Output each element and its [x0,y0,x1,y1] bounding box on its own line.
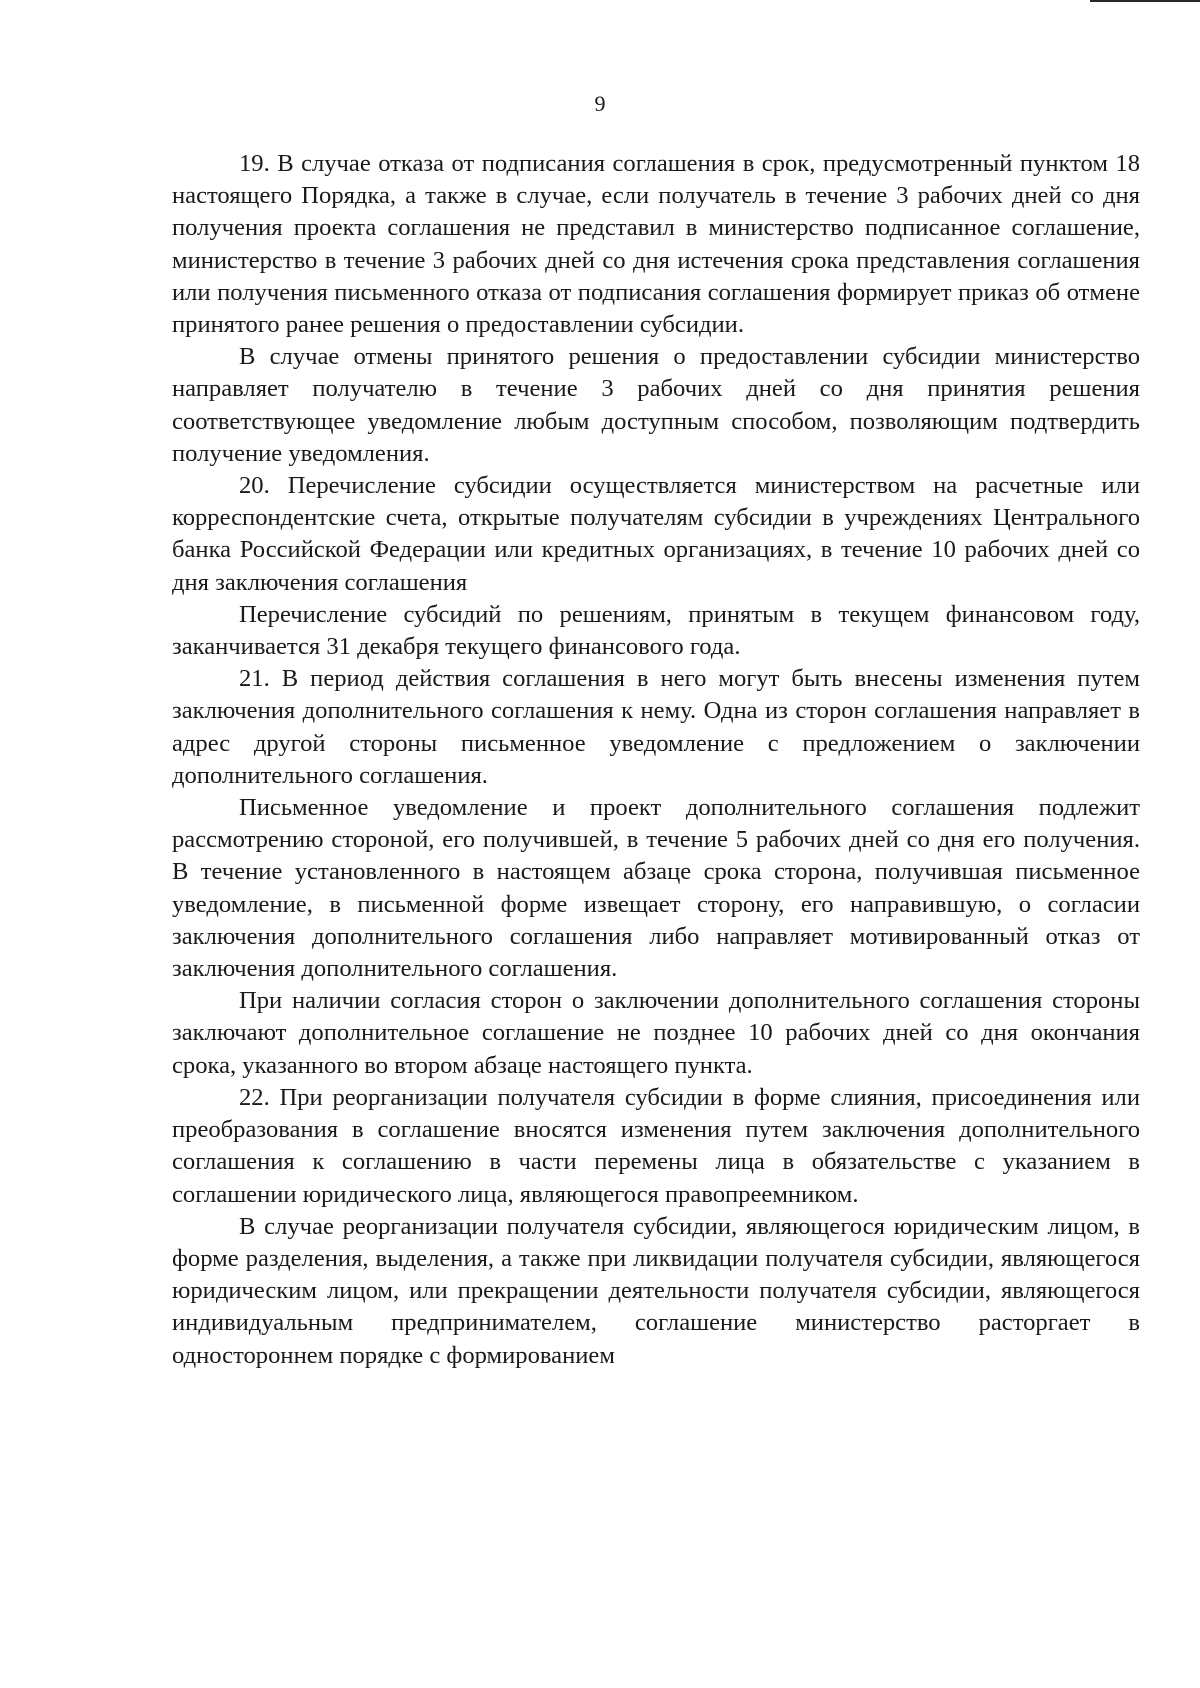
paragraph-21-review: Письменное уведомление и проект дополнительного соглашения подлежит рассмотрению стороной, его получившей, в течение 5 рабочих дней со дня его получения. В течение установленного в настоящем абзаце срока сторона, получившая письменное уведомление, в письменной форме извещает сторону, его направившую, о согласии заключения дополнительного соглашения либо направляет мотивированный отказ от заключения дополнительного соглашения. [172,794,1140,983]
paragraph-21: 21. В период действия соглашения в него могут быть внесены изменения путем заключения дополнительного соглашения к нему. Одна из сторон соглашения направляет в адрес другой стороны письменное уведомление с предложением о заключении дополнительного соглашения. [172,665,1140,789]
paragraph-19: 19. В случае отказа от подписания соглашения в срок, предусмотренный пунктом 18 настоящего Порядка, а также в случае, если получатель в течение 3 рабочих дней со дня получения проекта соглашения не представил в министерство подписанное соглашение, министерство в течение 3 рабочих дней со дня истечения срока представления соглашения или получения письменного отказа от подписания соглашения формирует приказ об отмене принятого ранее решения о предоставлении субсидии. [172,150,1140,339]
paragraph-20: 20. Перечисление субсидии осуществляется министерством на расчетные или корреспондентские счета, открытые получателям субсидии в учреждениях Центрального банка Российской Федерации или кредитных организациях, в течение 10 рабочих дней со дня заключения соглашения [172,472,1140,596]
page-number: 9 [594,91,606,116]
document-body [172,148,1140,1372]
paragraph-22: 22. При реорганизации получателя субсидии в форме слияния, присоединения или преобразования в соглашение вносятся изменения путем заключения дополнительного соглашения к соглашению в части перемены лица в обязательстве с указанием в соглашении юридического лица, являющегося правопреемником. [172,1083,1140,1208]
paragraph-19-cancellation-notice: В случае отмены принятого решения о предоставлении субсидии министерство направляет получателю в течение 3 рабочих дней со дня принятия решения соответствующее уведомление любым доступным способом, позволяющим подтвердить получение уведомления. [172,343,1140,467]
paragraph-21-agreement: При наличии согласия сторон о заключении дополнительного соглашения стороны заключают дополнительное соглашение не позднее 10 рабочих дней со дня окончания срока, указанного во втором абзаце настоящего пункта. [172,987,1140,1079]
paragraph-20-year-end: Перечисление субсидий по решениям, принятым в текущем финансовом году, заканчивается 31 декабря текущего финансового года. [172,600,1140,661]
scan-edge-rule [1090,0,1200,2]
paragraph-22-termination: В случае реорганизации получателя субсидии, являющегося юридическим лицом, в форме разделения, выделения, а также при ликвидации получателя субсидии, являющегося юридическим лицом, или прекращении деятельности получателя субсидии, являющегося индивидуальным предпринимателем, соглашение министерство расторгает в одностороннем порядке с формированием [172,1212,1140,1369]
